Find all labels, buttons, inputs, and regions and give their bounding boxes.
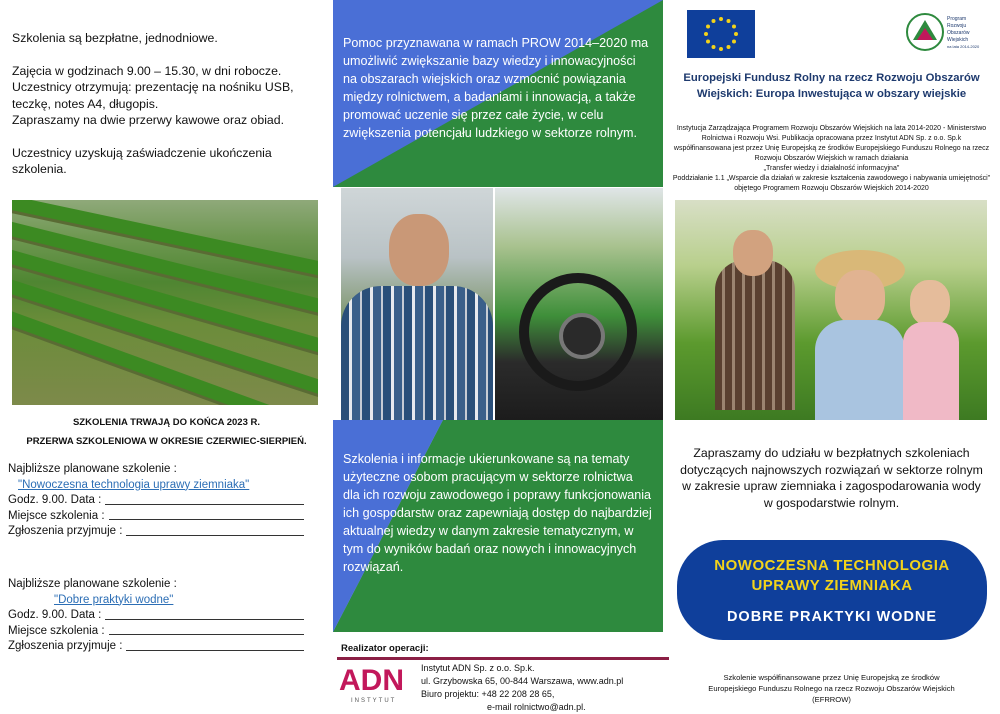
next-training-heading: Najbliższe planowane szkolenie : (8, 578, 177, 590)
training-info (12, 30, 327, 194)
eu-star (727, 19, 731, 23)
eu-star (712, 45, 716, 49)
note-line: Poddziałanie 1.1 „Wsparcie dla działań w zakresie kształcenia zawodowego i nabywania umiejętności" (672, 175, 991, 182)
duration-note: SZKOLENIA TRWAJĄ DO KOŃCA 2023 R. (72, 417, 261, 428)
signup-blank (126, 524, 304, 536)
footer-line: Szkolenie współfinansowane przez Unię Europejską ze środków (723, 673, 940, 682)
svg-text:Obszarów: Obszarów (947, 30, 970, 36)
place-label: Miejsce szkolenia : (8, 509, 105, 522)
eu-star (706, 40, 710, 44)
smart-tractor-photo (495, 188, 663, 420)
note-line: Instytucja Zarządzająca Programem Rozwoju Obszarów Wiejskich na lata 2014-2020 - Ministerstwo (676, 125, 987, 132)
info-hours-block (12, 63, 327, 129)
eu-flag-icon (687, 10, 755, 58)
efrrow-title: Europejski Fundusz Rolny na rzecz Rozwoju Obszarów Wiejskich: Europa Inwestująca w obszary wiejskie (683, 72, 980, 100)
next-training-title-link[interactable]: "Nowoczesna technologia uprawy ziemniaka" (18, 478, 250, 491)
training-topics-text: Szkolenia i informacje ukierunkowane są na tematy użyteczne osobom pracującym w sektorze rolnictwa dla ich rozwoju zawodowego i poprawy funkcjonowania ich gospodarstw oraz zapewniają dostęp do najbardziej aktualnej wiedzy w danym zakresie tematycznym, w tym do wyników badań oraz nowych i innowacyjnych rozwiązań. (343, 452, 652, 574)
break-note: PRZERWA SZKOLENIOWA W OKRESIE CZERWIEC-SIERPIEŃ. (26, 436, 307, 447)
eu-star (732, 25, 736, 29)
prow-logo (903, 6, 993, 64)
next-training-title-link[interactable]: "Dobre praktyki wodne" (54, 593, 174, 606)
footer-line: Europejskiego Funduszu Rolnego na rzecz Rozwoju Obszarów Wiejskich (708, 684, 955, 693)
realizator-label: Realizator operacji: (341, 643, 429, 654)
eu-star (706, 25, 710, 29)
next-training-heading: Najbliższe planowane szkolenie : (8, 463, 177, 475)
place-blank (109, 509, 304, 521)
eu-star (734, 32, 738, 36)
institute-email[interactable]: e-mail rolnictwo@adn.pl. (487, 702, 586, 712)
training-topics-badge (677, 540, 987, 640)
note-line: współfinansowana jest przez Unię Europejską ze środków Europejskiego Funduszu Rolnego na rzecz (673, 145, 990, 152)
note-line: Rozwoju Obszarów Wiejskich w ramach działania (754, 155, 909, 162)
note-line: Rolnictwa i Rozwoju Wsi. Publikacja opracowana przez Instytut ADN Sp. z o.o. Sp.k (701, 135, 962, 142)
next-training-1 (8, 462, 308, 540)
signup-label: Zgłoszenia przyjmuje : (8, 525, 123, 537)
managing-authority-note (663, 124, 1000, 194)
farmer-photo (341, 188, 493, 420)
topic-2: DOBRE PRAKTYKI WODNE (726, 609, 938, 625)
svg-text:Wiejskich: Wiejskich (947, 37, 969, 43)
info-free: Szkolenia są bezpłatne, jednodniowe. (12, 31, 218, 45)
left-panel (0, 0, 333, 707)
potato-field-photo (12, 200, 318, 405)
svg-text:na lata 2014-2020: na lata 2014-2020 (947, 44, 980, 49)
topic-1 (677, 556, 987, 596)
divider (337, 657, 669, 660)
adn-logo-subtext: INSTYTUT (351, 698, 397, 704)
institute-name: Instytut ADN Sp. z o.o. Sp.k. (421, 663, 535, 673)
date-label: Godz. 9.00. Data : (8, 494, 102, 506)
svg-text:Program: Program (947, 16, 967, 22)
place-label: Miejsce szkolenia : (8, 624, 105, 637)
footer-line: (EFRROW) (812, 695, 851, 704)
eu-star (732, 40, 736, 44)
right-panel (663, 0, 1000, 707)
date-blank (105, 493, 304, 505)
institute-contact (421, 662, 623, 714)
info-breaks: Zapraszamy na dwie przerwy kawowe oraz obiad. (12, 113, 285, 127)
middle-panel (333, 0, 663, 712)
note-line: „Transfer wiedzy i działalność informacyjna" (763, 165, 900, 172)
topic-1-line-2: UPRAWY ZIEMNIAKA (751, 577, 913, 594)
invitation-text: Zapraszamy do udziału w bezpłatnych szkoleniach dotyczących najnowszych rozwiązań w sektorze rolnym w zakresie upraw ziemniaka i zagospodarowania wody w gospodarstwie rolnym. (680, 446, 983, 510)
info-materials: Uczestnicy otrzymują: prezentację na nośniku USB, teczkę, notes A4, długopis. (12, 80, 294, 111)
eu-star (727, 45, 731, 49)
eu-star (712, 19, 716, 23)
date-label: Godz. 9.00. Data : (8, 609, 102, 621)
info-hours: Zajęcia w godzinach 9.00 – 15.30, w dni robocze. (12, 63, 282, 78)
adn-logo-text: ADN (339, 664, 404, 697)
topic-1-line-1: NOWOCZESNA TECHNOLOGIA (714, 557, 950, 574)
place-blank (109, 624, 304, 636)
institute-address[interactable]: ul. Grzybowska 65, 00-844 Warszawa, www.adn.pl (421, 676, 624, 686)
prow-support-text: Pomoc przyznawana w ramach PROW 2014–2020 ma umożliwić zwiększanie bazy wiedzy i innowacyjności na obszarach wiejskich oraz wzmocnić powiązania między rolnictwem, a badaniami i innowacją, a także promować uczenie się przez całe życie, w celu zwiększenia potencjału ludzkiego w sektorze rolnym. (343, 36, 649, 140)
eu-star (704, 32, 708, 36)
adn-logo (337, 662, 407, 704)
date-blank (105, 608, 304, 620)
eu-star (719, 47, 723, 51)
signup-label: Zgłoszenia przyjmuje : (8, 640, 123, 652)
institute-phone: Biuro projektu: +48 22 208 28 65, (421, 689, 555, 699)
note-line: objętego Programem Rozwoju Obszarów Wiejskich 2014-2020 (734, 185, 929, 192)
signup-blank (126, 639, 304, 651)
next-training-2 (8, 577, 308, 655)
cofinancing-note (663, 672, 1000, 705)
family-field-photo (675, 200, 987, 420)
eu-star (719, 17, 723, 21)
svg-text:Rozwoju: Rozwoju (947, 23, 967, 29)
info-certificate: Uczestnicy uzyskują zaświadczenie ukończenia szkolenia. (12, 145, 272, 176)
